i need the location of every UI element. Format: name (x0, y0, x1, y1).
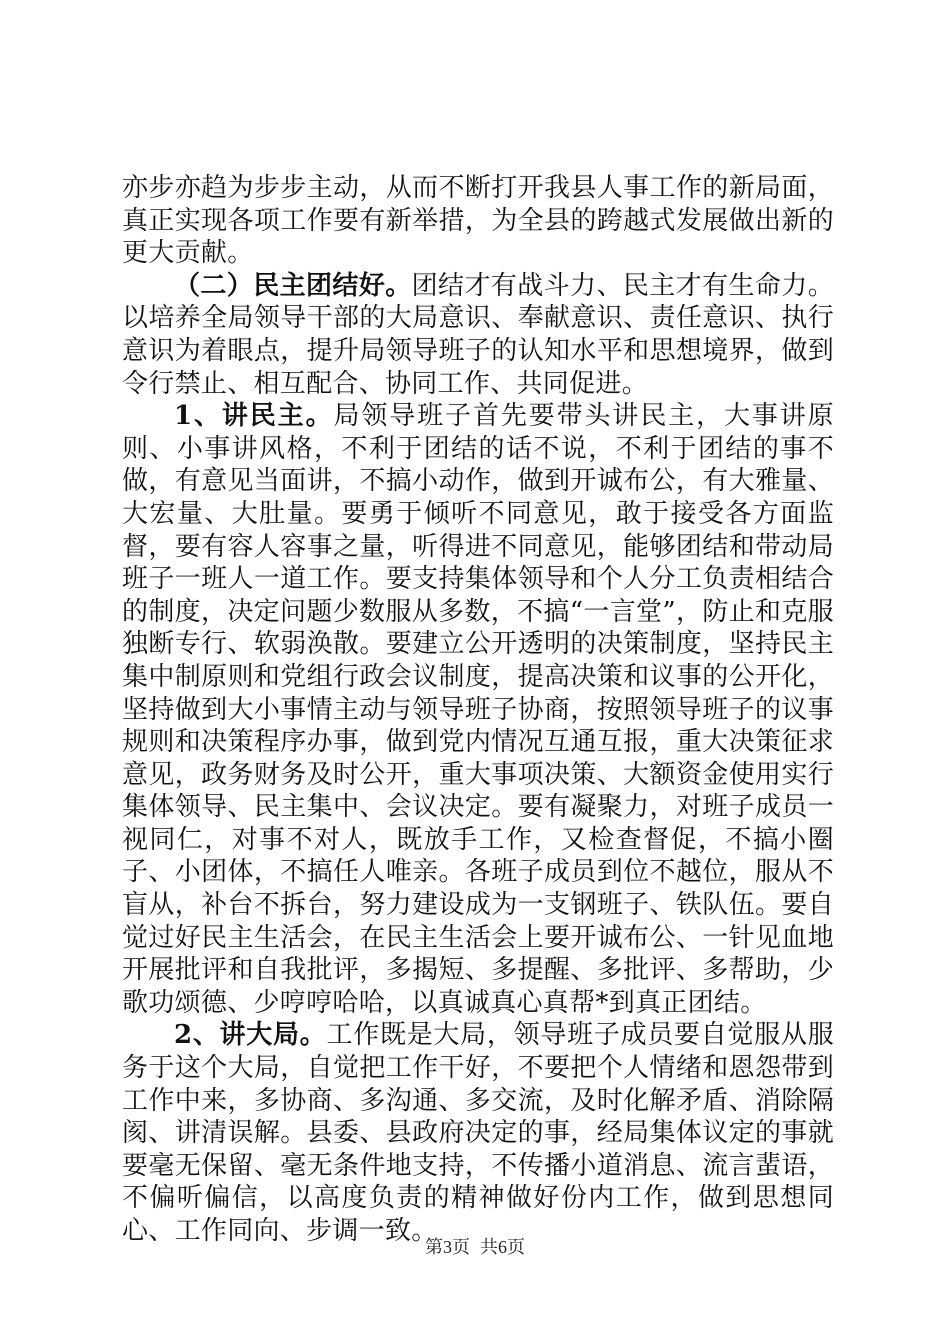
paragraph-democratic-unity (122, 270, 834, 400)
paragraph-text: 局领导班子首先要带头讲民主，大事讲原则、小事讲风格，不利于团结的话不说，不利于团结的事不做，有意见当面讲，不搞小动作，做到开诚布公，有大雅量、大宏量、大肚量。要勇于倾听不同意见，敢于接受各方面监督，要有容人容事之量，听得进不同意见，能够团结和带动局班子一班人一道工作。要支持集体领导和个人分工负责相结合的制度，决定问题少数服从多数，不搞“一言堂”，防止和克服独断专行、软弱涣散。要建立公开透明的决策制度，坚持民主集中制原则和党组行政会议制度，提高决策和议事的公开化，坚持做到大小事情主动与领导班子协商，按照领导班子的议事规则和决策程序办事，做到党内情况互通互报，重大决策征求意见，政务财务及时公开，重大事项决策、大额资金使用实行集体领导、民主集中、会议决定。要有凝聚力，对班子成员一视同仁，对事不对人，既放手工作，又检查督促，不搞小圈子、小团体，不搞任人唯亲。各班子成员到位不越位，服从不盲从，补台不拆台，努力建设成为一支钢班子、铁队伍。要自觉过好民主生活会，在民主生活会上要开诚布公、一针见血地开展批评和自我批评，多揭短、多提醒、多批评、多帮助，少歌功颂德、少哼哼哈哈，以真诚真心真帮*到真正团结。 (122, 401, 834, 1018)
paragraph-talk-democracy (122, 400, 834, 1019)
paragraph-talk-overall-situation (122, 1019, 834, 1247)
section-heading: （二）民主团结好。 (174, 270, 412, 301)
paragraph-text: 团结才有战斗力、民主才有生命力。以培养全局领导干部的大局意识、奉献意识、责任意识、执行意识为着眼点，提升局领导班子的认知水平和思想境界，做到令行禁止、相互配合、协同工作、共同促进。 (122, 270, 834, 399)
document-body (122, 172, 834, 1248)
page-total: 共6页 (480, 1237, 525, 1257)
paragraph-text: 工作既是大局，领导班子成员要自觉服从服务于这个大局，自觉把工作干好，不要把个人情绪和恩怨带到工作中来，多协商、多沟通、多交流，及时化解矛盾、消除隔阂、讲清误解。县委、县政府决定的事，经局集体议定的事就要毫无保留、毫无条件地支持，不传播小道消息、流言蜚语，不偏听偏信，以高度负责的精神做好份内工作，做到思想同心、工作同向、步调一致。 (122, 1020, 834, 1246)
paragraph-text: 亦步亦趋为步步主动，从而不断打开我县人事工作的新局面，真正实现各项工作要有新举措，为全县的跨越式发展做出新的更大贡献。 (122, 173, 834, 269)
paragraph-continuation (122, 172, 834, 270)
subsection-heading: 1、讲民主。 (174, 401, 334, 432)
page-footer (0, 1233, 950, 1259)
subsection-heading: 2、讲大局。 (174, 1020, 327, 1051)
page-number: 第3页 (425, 1237, 470, 1257)
